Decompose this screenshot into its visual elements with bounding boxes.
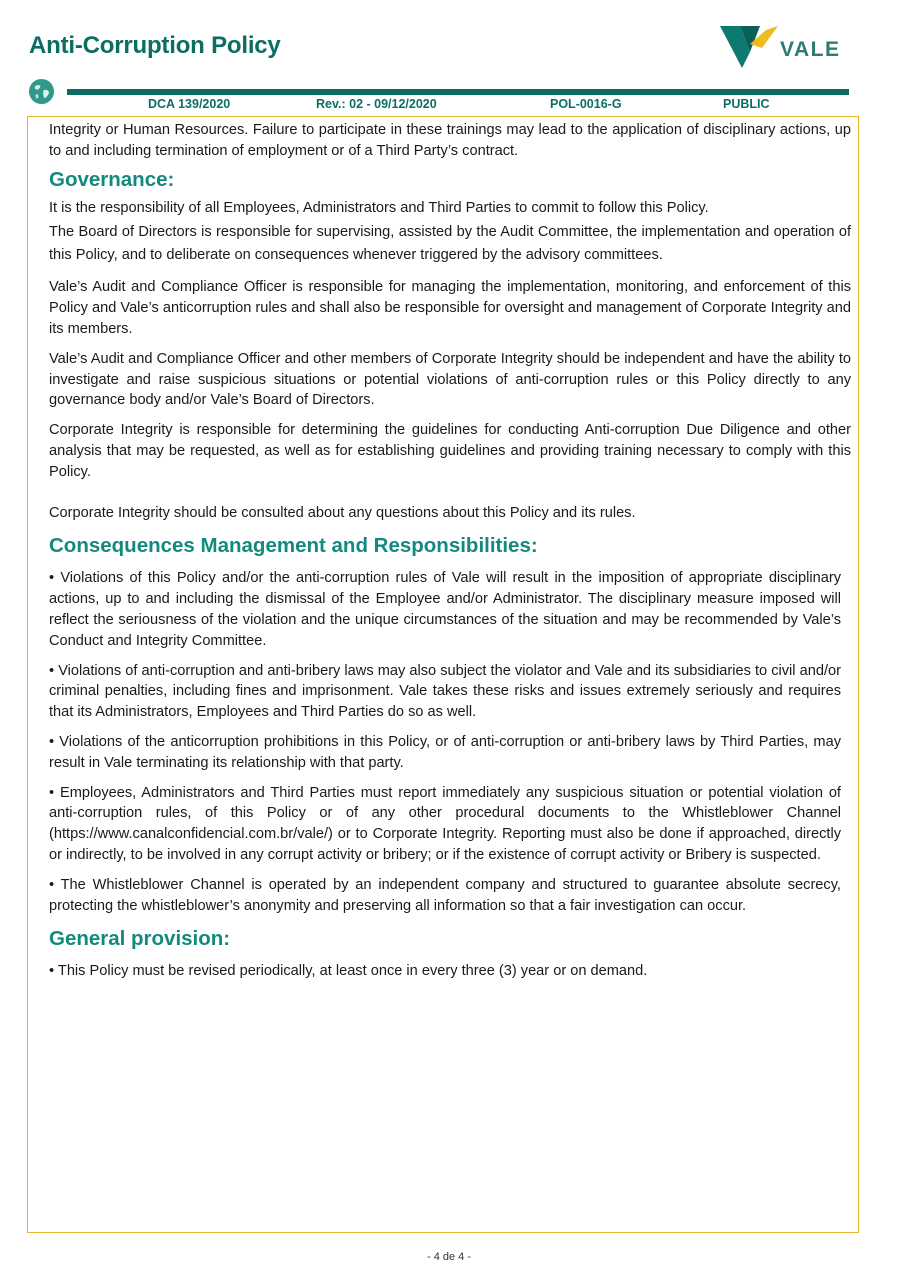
governance-paragraph: Corporate Integrity is responsible for determining the guidelines for conducting Anti-corruption Due Diligence and other analysis that may be requested, as well as for establishing guidelines and providing training necessary to comply with this Policy. — [49, 422, 851, 480]
document-title: Anti-Corruption Policy — [29, 32, 281, 59]
governance-paragraph: Vale’s Audit and Compliance Officer and other members of Corporate Integrity should be independent and have the ability to investigate and raise suspicious situations or potential violations of anti-corruption rules or this Policy directly to any governance body and/or Vale’s Board of Directors. — [49, 350, 851, 409]
revision: Rev.: 02 - 09/12/2020 — [316, 97, 437, 111]
classification: PUBLIC — [723, 97, 770, 111]
header-rule — [67, 89, 849, 95]
consequence-bullet: • Violations of anti-corruption and anti-bribery laws may also subject the violator and Vale and its subsidiaries to civil and/or criminal penalties, including fines and imprisonment. Vale takes these risks and issues extremely seriously and requires that its Administrators, Employees and Third Parties do so as well. — [49, 662, 841, 721]
consequence-bullet: • The Whistleblower Channel is operated by an independent company and structured to guarantee absolute secrecy, protecting the whistleblower’s anonymity and preserving all information so that a fair investigation can occur. — [49, 876, 841, 914]
governance-heading: Governance: — [49, 167, 175, 191]
general-provision-bullet: • This Policy must be revised periodically, at least once in every three (3) year or on demand. — [49, 963, 648, 980]
policy-code: POL-0016-G — [550, 97, 622, 111]
intro-paragraph: Integrity or Human Resources. Failure to participate in these trainings may lead to the application of disciplinary actions, up to and including termination of employment or of a Third Party’s contract. — [49, 122, 851, 159]
governance-paragraph: The Board of Directors is responsible for supervising, assisted by the Audit Committee, the implementation and operation of this Policy, and to deliberate on consequences whenever triggered by the advisory committees. — [49, 224, 851, 264]
consequence-bullet: • Violations of this Policy and/or the anti-corruption rules of Vale will result in the imposition of appropriate disciplinary actions, up to and including the dismissal of the Employee and/or Administrator. The disciplinary measure imposed will reflect the seriousness of the violation and the unique circumstances of the situation and may be recommended by Vale’s Conduct and Integrity Committee. — [49, 570, 841, 649]
doc-number: DCA 139/2020 — [148, 97, 231, 111]
document-body — [49, 120, 851, 982]
governance-paragraph: Vale’s Audit and Compliance Officer is responsible for managing the implementation, monitoring, and enforcement of this Policy and Vale’s anticorruption rules and shall also be responsible for oversight and management of Corporate Integrity and its members. — [49, 279, 851, 337]
consequence-bullet: • Violations of the anticorruption prohibitions in this Policy, or of anti-corruption or anti-bribery laws by Third Parties, may result in Vale terminating its relationship with that party. — [49, 733, 841, 771]
general-provision-heading: General provision: — [49, 927, 231, 951]
consequence-bullet: • Employees, Administrators and Third Parties must report immediately any suspicious situation or potential violation of anti-corruption rules, of this Policy or of any other procedural documents to the Whistleblower Channel (https://www.canalconfidencial.com.br/vale/) or to Corporate Integrity. Reporting must also be done if approached, directly or indirectly, to be involved in any corrupt activity or bribery; or if the existence of corrupt activity or Bribery is suspected. — [49, 784, 841, 863]
page-number: - 4 de 4 - — [426, 1251, 472, 1263]
governance-paragraph: It is the responsibility of all Employees, Administrators and Third Parties to commit to follow this Policy. — [49, 199, 709, 216]
governance-paragraph: Corporate Integrity should be consulted about any questions about this Policy and its rules. — [49, 504, 636, 521]
globe-icon — [28, 78, 55, 105]
logo-wordmark: VALE — [780, 38, 841, 61]
consequences-heading: Consequences Management and Responsibilities: — [49, 534, 538, 558]
